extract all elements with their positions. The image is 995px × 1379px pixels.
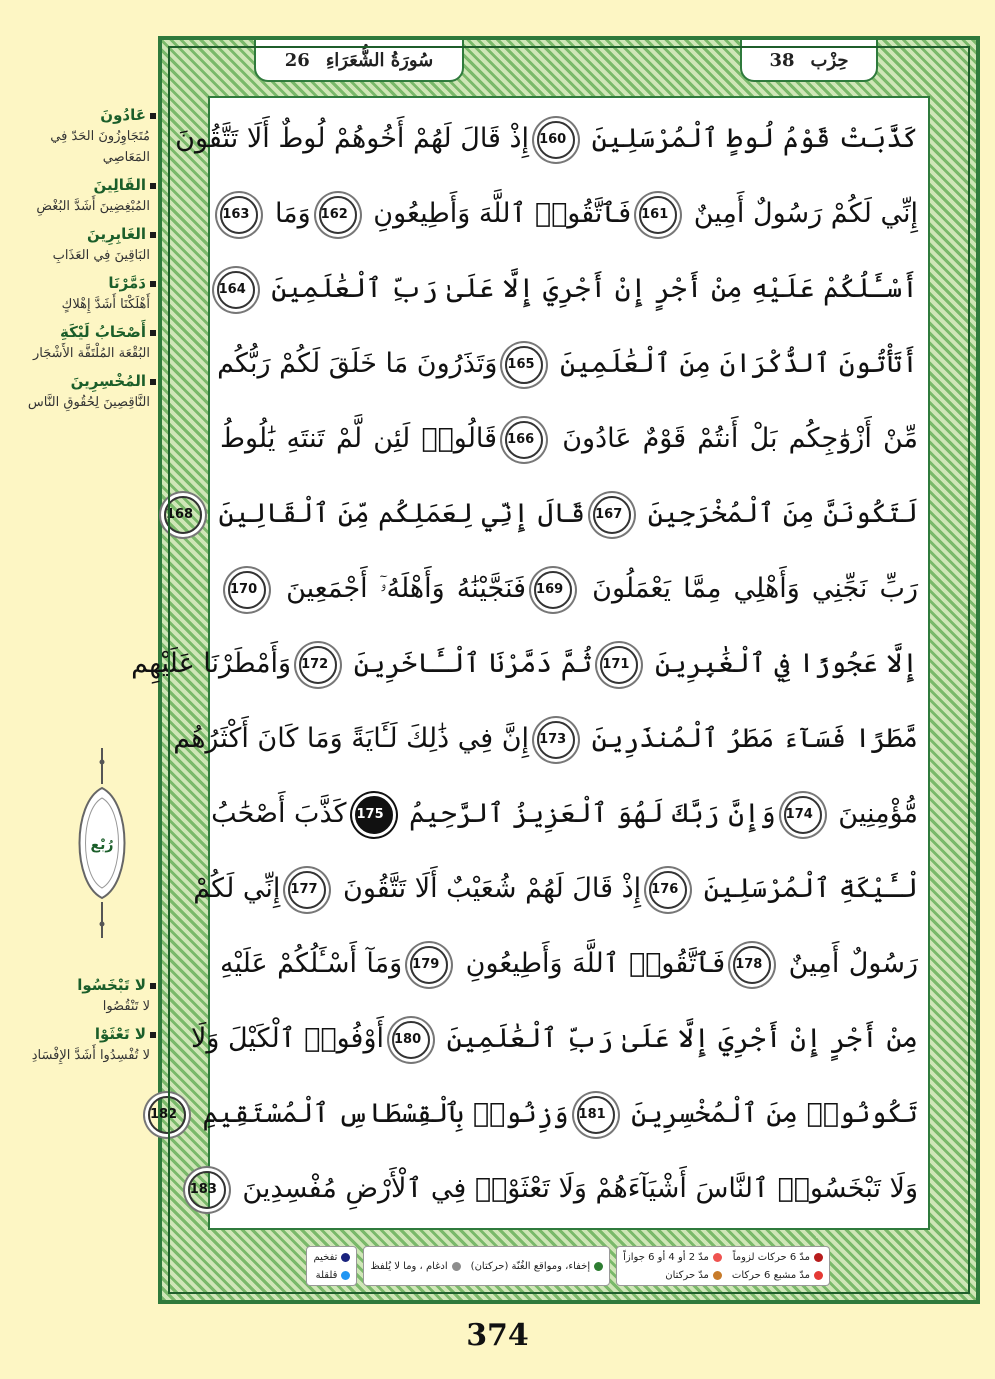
- glossary-definition: أَهْلَكْنَا أَشَدَّ إِهْلاكٍ: [61, 297, 150, 312]
- ayah-number-marker: 162: [319, 196, 357, 234]
- legend-item: [623, 1267, 722, 1283]
- hizb-label: حِزْب: [810, 49, 849, 71]
- legend-item: [471, 1249, 603, 1283]
- glossary-word: [8, 321, 156, 343]
- ayah-text: لْـَٔيْكَةِ ٱلْمُرْسَلِينَ: [703, 873, 918, 904]
- ayah-text: مَّطَرًا فَسَآءَ مَطَرُ ٱلْمُنذَرِينَ: [591, 723, 918, 754]
- ayah-text: وَمَآ أَسْـَٔلُكُمْ عَلَيْهِ: [220, 948, 403, 979]
- ayah-number-marker: 166: [505, 421, 543, 459]
- color-dot-icon: [713, 1271, 722, 1280]
- glossary-word-text: القَالِينَ: [93, 176, 146, 194]
- quran-text-panel: [131, 96, 930, 1230]
- glossary-definition: لا تَنْقُصُوا: [102, 999, 150, 1014]
- surah-number: 26: [284, 49, 310, 71]
- ayah-text: ثُمَّ دَمَّرْنَا ٱلْـَٔاخَرِينَ: [353, 648, 593, 679]
- ayah-text: إِلَّا عَجُوزًا فِي ٱلْغَٰبِرِينَ: [654, 648, 918, 679]
- glossary-word: [8, 174, 156, 196]
- ayah-number-marker: 160: [537, 121, 575, 159]
- verse-line: [220, 552, 918, 626]
- legend-label: ادغام ، وما لا يُلفظ: [370, 1260, 448, 1272]
- glossary-item: [8, 104, 156, 168]
- color-dot-icon: [594, 1262, 603, 1271]
- ayah-text: وَتَذَرُونَ مَا خَلَقَ لَكُمْ رَبُّكُم: [217, 348, 498, 379]
- verse-line: [173, 702, 918, 776]
- ayah-number-marker: 174: [784, 796, 822, 834]
- legend-label: مدّ 6 حركات لزوماً: [732, 1251, 810, 1263]
- legend-group: [306, 1246, 357, 1286]
- bullet-square-icon: [150, 330, 156, 336]
- ayah-text: فَٱتَّقُوا۟ ٱللَّهَ وَأَطِيعُونِ: [465, 948, 726, 979]
- ayah-number-marker: 167: [593, 496, 631, 534]
- glossary-item: [8, 1023, 156, 1066]
- bullet-square-icon: [150, 113, 156, 119]
- ayah-number-marker: 181: [577, 1096, 615, 1134]
- ayah-number-marker: 176: [649, 871, 687, 909]
- glossary-word: [8, 1023, 156, 1045]
- glossary-word: [8, 104, 156, 126]
- color-dot-icon: [341, 1271, 350, 1280]
- ayah-text: أَوْفُوا۟ ٱلْكَيْلَ وَلَا: [191, 1023, 384, 1054]
- ayah-text: إِنَّ فِي ذَٰلِكَ لَـَٔايَةً وَمَا كَانَ أَكْثَرُهُم: [173, 723, 530, 754]
- verse-line: [131, 627, 918, 701]
- ayah-number-marker: 169: [534, 571, 572, 609]
- verse-line: [220, 927, 918, 1001]
- hizb-number: 38: [769, 49, 795, 71]
- surah-name: سُورَةُ الشُّعَرَاءِ: [325, 49, 434, 71]
- ayah-number-marker: 165: [505, 346, 543, 384]
- ayah-number-marker: 180: [392, 1021, 430, 1059]
- ayah-number-marker: 168: [164, 496, 202, 534]
- ayah-number-marker: 164: [217, 271, 255, 309]
- bullet-square-icon: [150, 379, 156, 385]
- glossary-word-text: أَصْحَابُ لَيْكَةِ: [60, 323, 146, 341]
- legend-item: [313, 1249, 350, 1265]
- ayah-number-marker: 173: [537, 721, 575, 759]
- legend-item: [732, 1267, 823, 1283]
- ayah-text: قَالُوا۟ لَئِن لَّمْ تَنتَهِ يَٰلُوطُ: [220, 423, 498, 454]
- glossary-word-text: المُخْسِرِينَ: [70, 372, 146, 390]
- legend-item: [313, 1267, 350, 1283]
- ayah-number-marker: 175: [355, 796, 393, 834]
- bullet-square-icon: [150, 232, 156, 238]
- glossary-word: [8, 223, 156, 245]
- verse-line: [217, 327, 918, 401]
- verse-line: [191, 1002, 918, 1076]
- ayah-number-marker: 183: [188, 1171, 226, 1209]
- glossary-word-text: لا تَعْثَوْا: [94, 1025, 146, 1043]
- ayah-text: كَذَّبَ أَصْحَٰبُ: [211, 798, 347, 829]
- color-dot-icon: [341, 1253, 350, 1262]
- legend-label: مدّ حركتان: [665, 1269, 709, 1281]
- color-dot-icon: [814, 1253, 823, 1262]
- ayah-text: فَٱتَّقُوا۟ ٱللَّهَ وَأَطِيعُونِ: [373, 198, 632, 229]
- glossary-item: [8, 223, 156, 266]
- ayah-text: وَلَا تَبْخَسُوا۟ ٱلنَّاسَ أَشْيَآءَهُمْ وَلَا تَعْثَوْا۟ فِي ٱلْأَرْضِ مُفْسِدِينَ: [242, 1173, 918, 1204]
- glossary-word: [8, 370, 156, 392]
- ayah-text: إِذْ قَالَ لَهُمْ أَخُوهُمْ لُوطٌ أَلَا تَتَّقُونَ: [175, 123, 530, 154]
- glossary-word-text: دَمَّرْنَا: [108, 274, 146, 292]
- verse-line: [149, 1077, 918, 1151]
- hizb-header: [740, 38, 878, 82]
- color-dot-icon: [713, 1253, 722, 1262]
- ayah-text: كَذَّبَتْ قَوْمُ لُوطٍ ٱلْمُرْسَلِينَ: [591, 123, 918, 154]
- glossary-word-text: لا تَبْخَسُوا: [77, 976, 146, 994]
- verse-line: [165, 477, 918, 551]
- legend-label: قلقلة: [315, 1269, 338, 1281]
- ayah-number-marker: 170: [228, 571, 266, 609]
- page-number: 374: [466, 1318, 529, 1353]
- bullet-square-icon: [150, 281, 156, 287]
- ayah-number-marker: 182: [148, 1096, 186, 1134]
- color-dot-icon: [814, 1271, 823, 1280]
- legend-item: [370, 1249, 460, 1283]
- legend-label: مدّ 2 أو 4 أو 6 جوازاً: [623, 1251, 709, 1263]
- ayah-text: مُّؤْمِنِينَ: [838, 798, 918, 829]
- ayah-text: رَسُولٌ أَمِينٌ: [788, 948, 918, 979]
- glossary-definition: المُبْغِضِينَ أَشَدَّ البُغْضِ: [36, 199, 150, 214]
- legend-item: [623, 1249, 722, 1265]
- glossary-item: [8, 174, 156, 217]
- ayah-text: فَنَجَّيْنَٰهُ وَأَهْلَهُۥٓ أَجْمَعِينَ: [286, 573, 527, 604]
- glossary-definition: النَّاقِصِينَ لِحُقُوقِ النَّاس: [27, 395, 150, 410]
- ayah-text: إِذْ قَالَ لَهُمْ شُعَيْبٌ أَلَا تَتَّقُونَ: [343, 873, 642, 904]
- verse-line: [220, 177, 918, 251]
- legend-group: [363, 1246, 610, 1286]
- glossary-panel-bottom: [8, 974, 156, 1072]
- glossary-item: [8, 370, 156, 413]
- glossary-word: [8, 974, 156, 996]
- surah-header: [254, 38, 464, 82]
- legend-label: إخفاء، ومواقع الغُنّة (حركتان): [470, 1260, 591, 1272]
- ayah-text: تَكُونُوا۟ مِنَ ٱلْمُخْسِرِينَ: [631, 1098, 918, 1129]
- rub-label: رُبْع: [90, 837, 114, 853]
- ayah-text: وَإِنَّ رَبَّكَ لَهُوَ ٱلْعَزِيزُ ٱلرَّحِيمُ: [409, 798, 776, 829]
- ayah-text: قَالَ إِنِّي لِعَمَلِكُم مِّنَ ٱلْقَالِينَ: [218, 498, 586, 529]
- glossary-word: [8, 272, 156, 294]
- bullet-square-icon: [150, 983, 156, 989]
- ayah-text: إِنِّي لَكُمْ: [193, 873, 281, 904]
- verse-line: [211, 777, 918, 851]
- glossary-item: [8, 974, 156, 1017]
- glossary-item: [8, 272, 156, 315]
- ayah-text: وَمَا: [274, 198, 311, 229]
- legend-group: [616, 1246, 830, 1286]
- verse-line: [175, 102, 918, 176]
- ayah-number-marker: 179: [410, 946, 448, 984]
- glossary-item: [8, 321, 156, 364]
- ayah-text: مِّنْ أَزْوَٰجِكُم بَلْ أَنتُمْ قَوْمٌ عَادُونَ: [562, 423, 918, 454]
- legend-item: [732, 1249, 823, 1265]
- color-dot-icon: [452, 1262, 461, 1271]
- verse-line: [220, 402, 918, 476]
- ayah-text: وَزِنُوا۟ بِٱلْقِسْطَاسِ ٱلْمُسْتَقِيمِ: [202, 1098, 569, 1129]
- legend-label: تفخيم: [313, 1251, 338, 1263]
- glossary-definition: مُتَجَاوِزُونَ الحَدّ فِي المَعَاصِي: [50, 129, 150, 165]
- rub-hizb-emblem: [72, 748, 132, 938]
- ayah-number-marker: 177: [288, 871, 326, 909]
- verse-line: [220, 252, 918, 326]
- ayah-number-marker: 163: [220, 196, 258, 234]
- glossary-word-text: عَادُونَ: [100, 106, 146, 124]
- ayah-text: رَبِّ نَجِّنِي وَأَهْلِي مِمَّا يَعْمَلُونَ: [592, 573, 918, 604]
- bullet-square-icon: [150, 1032, 156, 1038]
- legend-label: مدّ مشبع 6 حركات: [731, 1269, 810, 1281]
- verse-line: [193, 852, 918, 926]
- ayah-number-marker: 171: [600, 646, 638, 684]
- glossary-definition: البَاقِينَ فِي العَذَابِ: [52, 248, 150, 263]
- glossary-panel: [8, 104, 156, 419]
- glossary-definition: البُقْعَة المُلْتَفَّة الأَشْجَار: [33, 346, 150, 361]
- ayah-text: وَأَمْطَرْنَا عَلَيْهِم: [131, 648, 292, 679]
- ayah-number-marker: 172: [299, 646, 337, 684]
- ornamental-frame: [131, 36, 980, 1304]
- ayah-text: أَتَأْتُونَ ٱلذُّكْرَانَ مِنَ ٱلْعَٰلَمِينَ: [560, 348, 918, 379]
- ayah-text: أَسْـَٔلُكُمْ عَلَيْهِ مِنْ أَجْرٍ إِنْ أَجْرِيَ إِلَّا عَلَىٰ رَبِّ ٱلْعَٰلَمِينَ: [271, 273, 918, 304]
- tajweed-legend: [150, 1246, 830, 1286]
- bullet-square-icon: [150, 183, 156, 189]
- glossary-definition: لا تُفْسِدُوا أَشَدَّ الإِفْسَادِ: [31, 1048, 150, 1063]
- ayah-number-marker: 161: [639, 196, 677, 234]
- ayah-text: مِنْ أَجْرٍ إِنْ أَجْرِيَ إِلَّا عَلَىٰ رَبِّ ٱلْعَٰلَمِينَ: [446, 1023, 918, 1054]
- glossary-word-text: الغَابِرِينَ: [87, 225, 146, 243]
- ayah-text: لَتَكُونَنَّ مِنَ ٱلْمُخْرَجِينَ: [647, 498, 918, 529]
- ayah-number-marker: 178: [733, 946, 771, 984]
- verse-line: [189, 1152, 918, 1226]
- ayah-text: إِنِّي لَكُمْ رَسُولٌ أَمِينٌ: [693, 198, 918, 229]
